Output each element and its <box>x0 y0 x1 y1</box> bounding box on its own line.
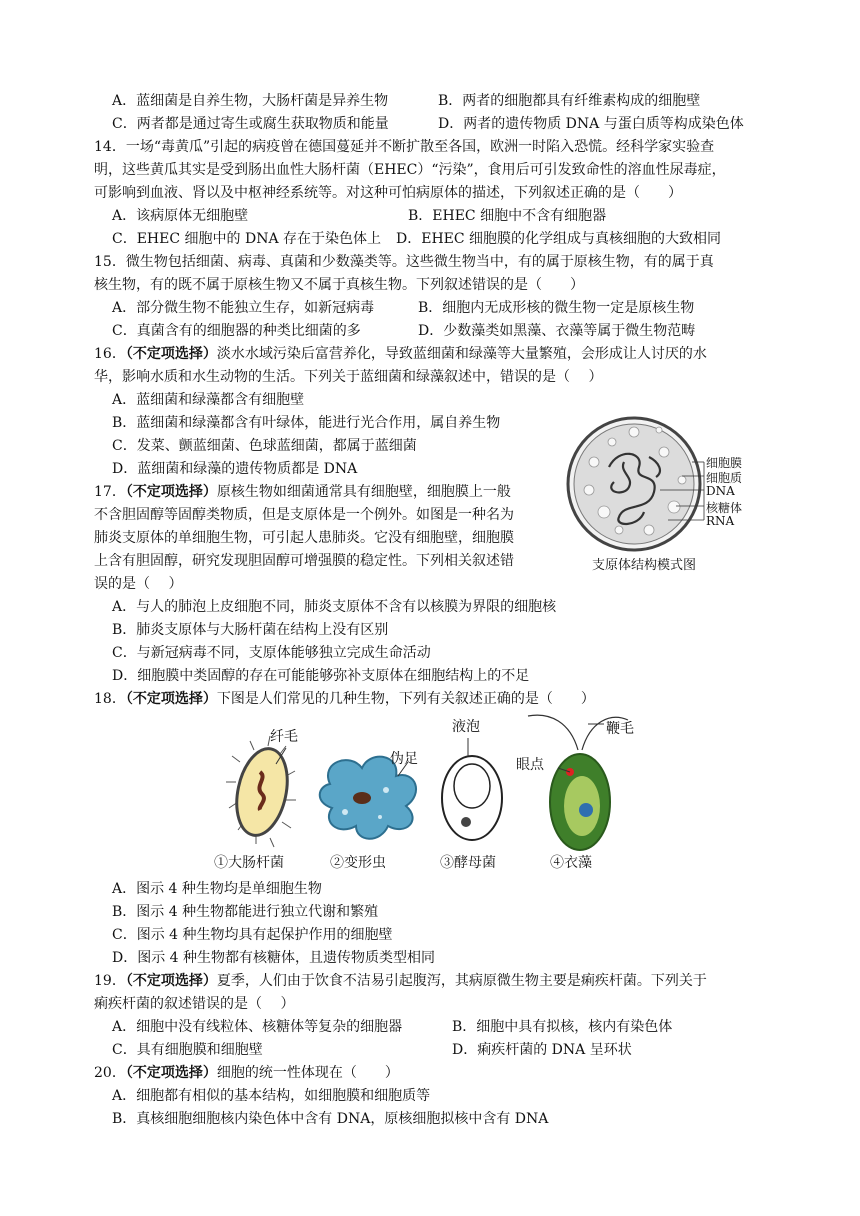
cytoplasm-shape <box>574 424 694 544</box>
q17-stem-line-1 <box>94 483 511 501</box>
q15-stem-line-1: 15．微生物包括细菌、病毒、真菌和少数藻类等。这些微生物当中，有的属于原核生物，有的属于真 <box>94 254 714 270</box>
q18-type-tag: （不定项选择） <box>125 691 217 707</box>
q19-option-a: A．细胞中没有线粒体、核糖体等复杂的细胞器 <box>112 1019 403 1035</box>
amoeba-drawing <box>320 757 416 839</box>
q16-number: 16． <box>94 346 126 362</box>
q20-type-tag: （不定项选择） <box>125 1065 217 1081</box>
q15-stem-line-2: 核生物，有的既不属于原核生物又不属于真核生物。下列叙述错误的是（ ） <box>94 277 584 293</box>
q18-number: 18． <box>94 691 126 707</box>
caption-chlamydomonas: ④衣藻 <box>550 855 592 871</box>
label-cytoplasm: 细胞质 <box>706 471 743 485</box>
label-cilia: 纤毛 <box>270 729 298 745</box>
mycoplasma-figure <box>564 412 784 582</box>
q20-stem-line-1 <box>94 1064 399 1082</box>
q19-option-c: C．具有细胞膜和细胞壁 <box>112 1042 263 1058</box>
q17-stem-line-3: 肺炎支原体的单细胞生物，可引起人患肺炎。它没有细胞壁，细胞膜 <box>94 530 514 546</box>
q19-stem-line-2: 痢疾杆菌的叙述错误的是（ ） <box>94 996 295 1012</box>
q16-type-tag: （不定项选择） <box>125 346 217 362</box>
q17-number: 17． <box>94 484 126 500</box>
q18-option-b: B．图示 4 种生物都能进行独立代谢和繁殖 <box>112 904 379 920</box>
q19-option-d: D．痢疾杆菌的 DNA 呈环状 <box>452 1042 632 1058</box>
label-pseudopod: 伪足 <box>390 751 418 767</box>
q18-option-a: A．图示 4 种生物均是单细胞生物 <box>112 881 322 897</box>
q20-option-b: B．真核细胞细胞核内染色体中含有 DNA，原核细胞拟核中含有 DNA <box>112 1111 549 1127</box>
q15-option-b: B．细胞内无成形核的微生物一定是原核生物 <box>418 300 695 316</box>
q17-stem-text: 原核生物如细菌通常具有细胞壁，细胞膜上一般 <box>216 484 511 500</box>
label-flagellum: 鞭毛 <box>606 721 634 737</box>
q19-option-b: B．细胞中具有拟核，核内有染色体 <box>452 1019 673 1035</box>
q19-type-tag: （不定项选择） <box>125 973 217 989</box>
q14-option-c: C．EHEC 细胞中的 DNA 存在于染色体上 <box>112 231 382 247</box>
q14-stem-line-2: 明，这些黄瓜其实是受到肠出血性大肠杆菌（EHEC）“污染”，食用后可引发致命性的溶血性尿毒症， <box>94 162 726 178</box>
q19-stem-text: 夏季，人们由于饮食不洁易引起腹泻，其病原微生物主要是痢疾杆菌。下列关于 <box>216 973 707 989</box>
q16-stem-line-2: 华，影响水质和水生动物的生活。下列关于蓝细菌和绿藻叙述中，错误的是（ ） <box>94 369 603 385</box>
q14-option-a: A．该病原体无细胞壁 <box>112 208 249 224</box>
organisms-figure <box>210 702 650 878</box>
q13-option-d: D．两者的遗传物质 DNA 与蛋白质等构成染色体 <box>438 116 744 132</box>
caption-yeast: ③酵母菌 <box>440 855 496 871</box>
q13-option-c: C．两者都是通过寄生或腐生获取物质和能量 <box>112 116 389 132</box>
q17-type-tag: （不定项选择） <box>125 484 217 500</box>
q14-option-b: B．EHEC 细胞中不含有细胞器 <box>408 208 607 224</box>
q17-stem-line-2: 不含胆固醇等固醇类物质，但是支原体是一个例外。如图是一种名为 <box>94 507 514 523</box>
q18-option-c: C．图示 4 种生物均具有起保护作用的细胞壁 <box>112 927 393 943</box>
q15-option-c: C．真菌含有的细胞器的种类比细菌的多 <box>112 323 361 339</box>
q16-stem-text: 淡水水域污染后富营养化，导致蓝细菌和绿藻等大量繁殖，会形成让人讨厌的水 <box>216 346 707 362</box>
q14-stem-line-1: 14．一场“毒黄瓜”引起的病疫曾在德国蔓延并不断扩散至各国，欧洲一时陷入恐慌。经科学家实验查 <box>94 139 715 155</box>
yeast-drawing <box>442 738 502 840</box>
q15-option-a: A．部分微生物不能独立生存，如新冠病毒 <box>112 300 375 316</box>
q17-stem-line-5: 误的是（ ） <box>94 576 183 592</box>
q19-stem-line-1 <box>94 972 707 990</box>
q13-option-a: A．蓝细菌是自养生物，大肠杆菌是异养生物 <box>112 93 389 109</box>
q18-option-d: D．图示 4 种生物都有核糖体，且遗传物质类型相同 <box>112 950 436 966</box>
q17-option-c: C．与新冠病毒不同，支原体能够独立完成生命活动 <box>112 645 431 661</box>
q20-stem-text: 细胞的统一性体现在（ ） <box>216 1065 399 1081</box>
caption-amoeba: ②变形虫 <box>330 855 386 871</box>
q17-option-d: D．细胞膜中类固醇的存在可能能够弥补支原体在细胞结构上的不足 <box>112 668 530 684</box>
label-dna: DNA <box>706 484 735 498</box>
q16-stem-line-1 <box>94 345 707 363</box>
label-vacuole: 液泡 <box>452 719 480 735</box>
q16-option-d: D．蓝细菌和绿藻的遗传物质都是 DNA <box>112 461 358 477</box>
q14-option-d: D．EHEC 细胞膜的化学组成与真核细胞的大致相同 <box>396 231 722 247</box>
q19-number: 19． <box>94 973 126 989</box>
q17-option-b: B．肺炎支原体与大肠杆菌在结构上没有区别 <box>112 622 389 638</box>
label-rna: RNA <box>706 514 735 528</box>
q16-option-c: C．发菜、颤蓝细菌、色球蓝细菌，都属于蓝细菌 <box>112 438 417 454</box>
q14-stem-line-3: 可影响到血液、肾以及中枢神经系统等。对这种可怕病原体的描述，下列叙述正确的是（ ） <box>94 185 682 201</box>
q20-number: 20． <box>94 1065 126 1081</box>
q18-stem-text: 下图是人们常见的几种生物，下列有关叙述正确的是（ ） <box>216 691 595 707</box>
label-cell-membrane: 细胞膜 <box>706 456 743 470</box>
label-eyespot: 眼点 <box>516 757 544 773</box>
q16-option-a: A．蓝细菌和绿藻都含有细胞壁 <box>112 392 305 408</box>
q17-option-a: A．与人的肺泡上皮细胞不同，肺炎支原体不含有以核膜为界限的细胞核 <box>112 599 557 615</box>
q13-option-b: B．两者的细胞都具有纤维素构成的细胞壁 <box>438 93 701 109</box>
q16-option-b: B．蓝细菌和绿藻都含有叶绿体，能进行光合作用，属自养生物 <box>112 415 501 431</box>
q17-stem-line-4: 上含有胆固醇，研究发现胆固醇可增强膜的稳定性。下列相关叙述错 <box>94 553 514 569</box>
label-ribosome: 核糖体 <box>706 501 743 515</box>
q20-option-a: A．细胞都有相似的基本结构，如细胞膜和细胞质等 <box>112 1088 431 1104</box>
caption-ecoli: ①大肠杆菌 <box>214 855 284 871</box>
ecoli-drawing <box>226 736 296 847</box>
figure-caption: 支原体结构模式图 <box>592 558 697 573</box>
q15-option-d: D．少数藻类如黑藻、衣藻等属于微生物范畴 <box>418 323 696 339</box>
